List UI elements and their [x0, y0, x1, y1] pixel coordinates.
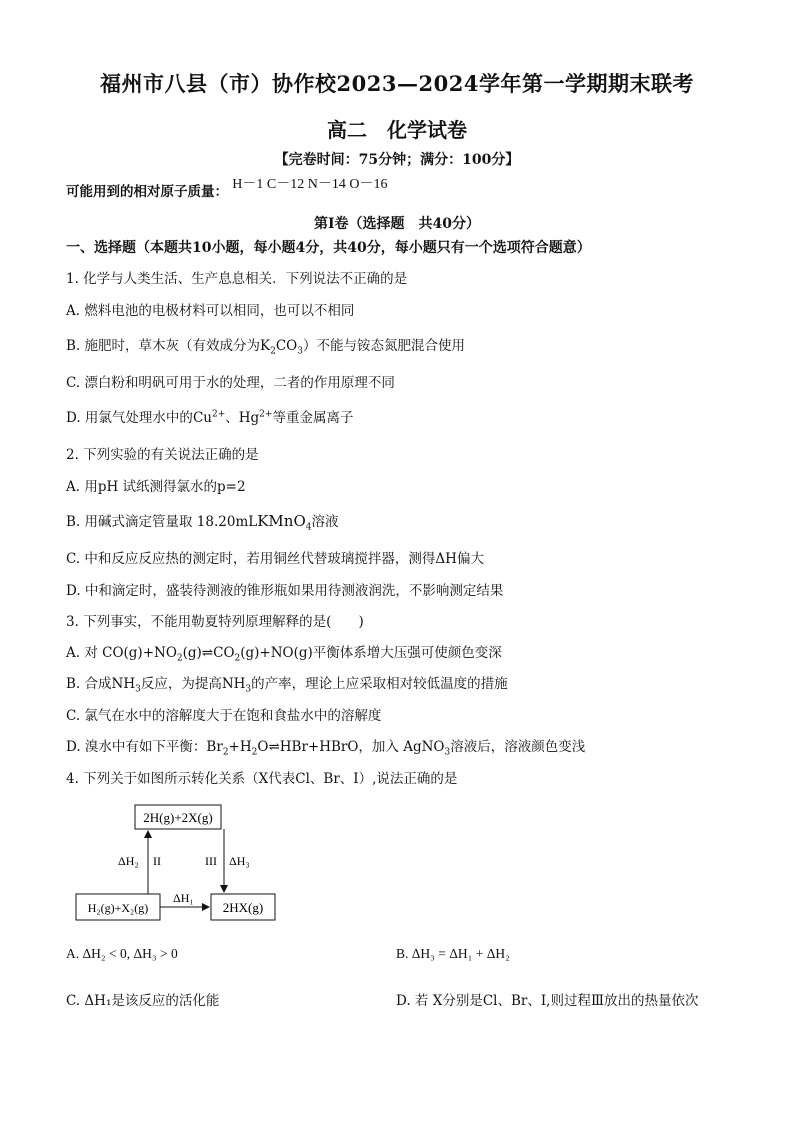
- q4-option-c: C. ΔH₁是该反应的活化能: [66, 993, 220, 1009]
- q2-stem: 2. 下列实验的有关说法正确的是: [66, 447, 259, 463]
- q3-a-s1: 2: [176, 653, 183, 664]
- q3-option-c: C. 氯气在水中的溶解度大于在饱和食盐水中的溶解度: [66, 708, 382, 724]
- label-dh3: ΔH₃: [229, 854, 250, 868]
- section-heading: 一、选择题（本题共10小题，每小题4分，共40分，每小题只有一个选项符合题意）: [66, 240, 591, 256]
- q1-d-sep: 、: [225, 410, 239, 426]
- q1-d-cu-charge: 2+: [211, 409, 226, 420]
- right-box-label: 2HX(g): [222, 900, 264, 915]
- q3-b-post: 的产率，理论上应采取相对较低温度的措施: [251, 676, 508, 692]
- q2-b-formula: KMnO: [257, 512, 306, 530]
- q3-b-mid: 反应，为提高NH: [140, 676, 246, 692]
- volume-title: 第Ⅰ卷（选择题 共40分）: [313, 216, 481, 232]
- q3-d-post: 溶液后，溶液颜色变浅: [450, 739, 586, 755]
- q1-stem: 1. 化学与人类生活、生产息息相关．下列说法不正确的是: [66, 271, 408, 287]
- q3-d-pre: D. 溴水中有如下平衡：Br: [66, 739, 223, 755]
- exam-title: 福州市八县（市）协作校2023—2024学年第一学期期末联考: [100, 71, 694, 96]
- q1-option-b: [66, 334, 465, 357]
- q3-d-mid1: +H: [228, 739, 252, 755]
- q1-option-a: A. 燃料电池的电极材料可以相同，也可以不相同: [66, 303, 355, 319]
- label-dh2: ΔH₂: [118, 854, 139, 868]
- q3-a-mid: (g)⇌CO: [182, 645, 235, 661]
- q4-diagram: [60, 795, 300, 930]
- left-box-label: H₂(g)+X₂(g): [87, 901, 149, 915]
- q3-b-pre: B. 合成NH: [66, 676, 136, 692]
- q1-d-cu: Cu: [192, 410, 212, 426]
- q3-d-s1: 2: [222, 747, 229, 758]
- q1-option-d: [66, 406, 353, 426]
- atomic-mass-label: 可能用到的相对原子质量：: [66, 184, 228, 200]
- q2-option-a: A. 用pH 试纸测得氯水的p=2: [66, 479, 246, 495]
- q3-d-mid2: O⇌HBr+HBrO，加入 AgNO: [257, 739, 445, 755]
- q4-option-b: B. ΔH₃ = ΔH₁ + ΔH₂: [396, 946, 510, 961]
- exam-info: 【完卷时间：75分钟；满分：100分】: [274, 152, 520, 168]
- q2-option-c: C. 中和反应反应热的测定时，若用铜丝代替玻璃搅拌器，测得ΔH偏大: [66, 551, 484, 567]
- q2-option-b: [66, 510, 338, 533]
- q3-d-s3: 3: [444, 747, 451, 758]
- q2-b-post: 溶液: [311, 514, 339, 530]
- q3-a-post: (g)+NO(g)平衡体系增大压强可使颜色变深: [240, 645, 502, 661]
- q3-a-pre: A. 对 CO(g)+NO: [66, 645, 177, 661]
- q3-stem: 3. 下列事实，不能用勒夏特列原理解释的是( ): [66, 614, 364, 630]
- q1-b-sub2: 3: [297, 346, 303, 357]
- q2-option-d: D. 中和滴定时，盛装待测液的锥形瓶如果用待测液润洗，不影响测定结果: [66, 583, 504, 599]
- q2-b-pre: B. 用碱式滴定管量取 18.20mL: [66, 514, 258, 530]
- q2-b-sub: 4: [305, 522, 312, 533]
- q3-b-s1: 3: [135, 684, 141, 695]
- q1-b-pre: B. 施肥时，草木灰（有效成分为: [66, 338, 261, 354]
- exam-subtitle: 高二 化学试卷: [327, 118, 467, 142]
- q1-d-hg-charge: 2+: [259, 409, 273, 420]
- q1-d-pre: D. 用氯气处理水中的: [66, 410, 193, 426]
- atomic-mass-line: [66, 177, 388, 201]
- q1-b-formula-k: K: [260, 338, 271, 354]
- q3-option-a: [66, 641, 502, 664]
- q1-b-post: ）不能与铵态氮肥混合使用: [302, 338, 465, 354]
- q4-stem: 4. 下列关于如图所示转化关系（X代表Cl、Br、I）,说法正确的是: [66, 771, 458, 787]
- q1-d-hg: Hg: [238, 410, 260, 426]
- label-dh1: ΔH₁: [173, 891, 194, 905]
- q1-option-c: C. 漂白粉和明矾可用于水的处理，二者的作用原理不同: [66, 375, 395, 391]
- label-ii: II: [153, 854, 161, 868]
- q1-b-formula-co: CO: [275, 338, 298, 354]
- atomic-mass-values: H－1 C－12 N－14 O－16: [232, 177, 388, 192]
- q3-option-d: [66, 735, 585, 758]
- q3-b-s2: 3: [245, 684, 252, 695]
- label-iii: III: [205, 854, 217, 868]
- q1-d-post: 等重金属离子: [272, 410, 354, 426]
- q3-d-s2: 2: [251, 747, 258, 758]
- top-box-label: 2H(g)+2X(g): [143, 810, 213, 825]
- q3-option-b: [66, 672, 508, 695]
- q4-option-a: A. ΔH₂ < 0, ΔH₃ > 0: [66, 946, 178, 961]
- q1-b-sub1: 2: [270, 346, 276, 357]
- q3-a-s2: 2: [234, 653, 241, 664]
- q4-option-d: D. 若 X分别是Cl、Br、I,则过程Ⅲ放出的热量依次: [396, 993, 699, 1009]
